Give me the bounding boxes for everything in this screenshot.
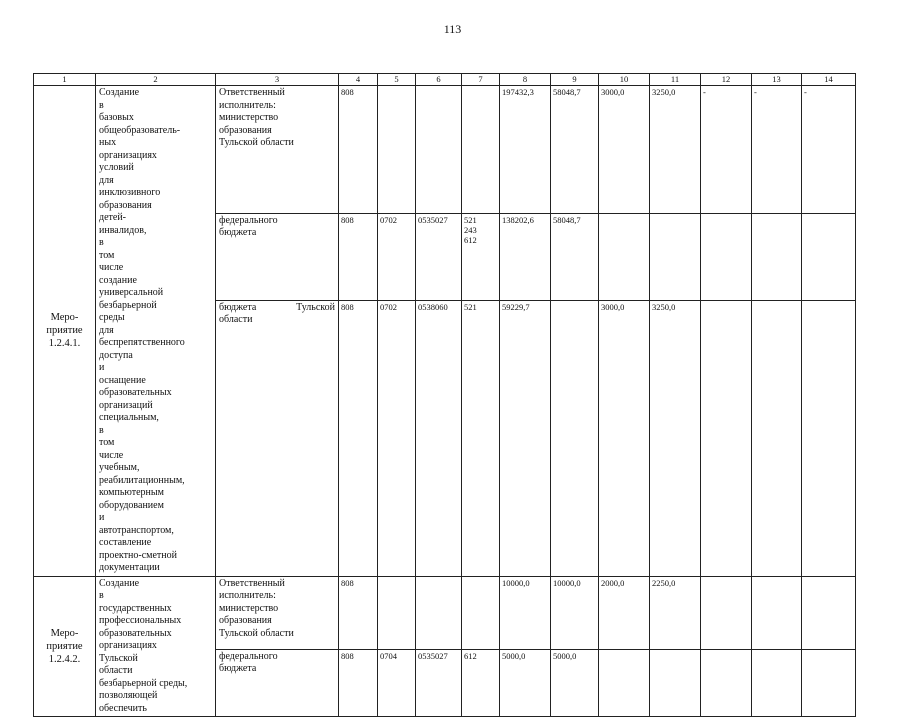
executor-line: Тульской области [219, 627, 294, 639]
event-description-cell [96, 576, 216, 717]
cell-col9 [551, 300, 599, 576]
cell-col6: 0535027 [416, 649, 462, 716]
cell-col7 [462, 576, 500, 649]
event-number-line: Меро- [50, 627, 79, 639]
description-line: реабилитационным, [99, 474, 185, 486]
description-line: Тульской области [99, 652, 138, 676]
col-header-8: 8 [500, 74, 551, 86]
cell-col13 [752, 213, 802, 300]
cell-col8: 5000,0 [500, 649, 551, 716]
description-line: оборудованием и [99, 499, 164, 523]
cell-col4: 808 [339, 649, 378, 716]
description-line: ных организациях [99, 137, 157, 161]
col-header-6: 6 [416, 74, 462, 86]
col-header-12: 12 [701, 74, 752, 86]
col-header-3: 3 [216, 74, 339, 86]
cell-col12 [701, 576, 752, 649]
col-header-13: 13 [752, 74, 802, 86]
cell-col10 [599, 649, 650, 716]
cell-col11 [650, 649, 701, 716]
cell-col12 [701, 213, 752, 300]
description-line: компьютерным [99, 487, 164, 498]
cell-col10: 2000,0 [599, 576, 650, 649]
cell-col7: 521 243 612 [462, 213, 500, 300]
description-line: числе учебным, [99, 449, 140, 473]
description-line: безбарьерной среды [99, 299, 157, 323]
description-line: образования детей- [99, 199, 152, 223]
col-header-11: 11 [650, 74, 701, 86]
executor-cell [216, 86, 339, 214]
description-line: числе создание [99, 262, 137, 286]
executor-line: бюджета [219, 227, 257, 239]
event-number-line: Меро- [50, 312, 79, 324]
executor-line: исполнитель: [219, 590, 276, 601]
description-line: инклюзивного [99, 187, 161, 198]
event-description-cell [96, 86, 216, 577]
executor-line: министерство [219, 112, 279, 123]
col-header-4: 4 [339, 74, 378, 86]
executor-cell [216, 300, 339, 576]
page-number: 113 [443, 22, 462, 36]
description-line: обеспечить [99, 702, 147, 714]
cell-col13: - [752, 86, 802, 214]
executor-line: образования [219, 615, 272, 626]
executor-line: области [219, 314, 253, 326]
description-line: универсальной [99, 287, 164, 298]
cell-col14 [802, 300, 856, 576]
cell-col8: 10000,0 [500, 576, 551, 649]
executor-line: бюджета Тульской [219, 301, 335, 313]
cell-col10 [599, 213, 650, 300]
description-line: образовательных [99, 387, 172, 398]
cell-col9: 58048,7 [551, 86, 599, 214]
event-number-line: приятие [46, 325, 83, 337]
event-number-line: приятие [46, 640, 83, 652]
column-number-row [34, 74, 856, 86]
executor-line: министерство [219, 602, 279, 614]
cell-col4: 808 [339, 86, 378, 214]
cell-col4: 808 [339, 213, 378, 300]
cell-col8: 197432,3 [500, 86, 551, 214]
cell-col13 [752, 649, 802, 716]
cell-col9: 5000,0 [551, 649, 599, 716]
cell-col6: 0535027 [416, 213, 462, 300]
cell-col10: 3000,0 [599, 300, 650, 576]
description-line: позволяющей [99, 690, 158, 701]
cell-col6 [416, 576, 462, 649]
cell-col6: 0538060 [416, 300, 462, 576]
cell-col5: 0702 [378, 213, 416, 300]
col-header-5: 5 [378, 74, 416, 86]
executor-line: исполнитель: [219, 99, 276, 111]
col-header-9: 9 [551, 74, 599, 86]
executor-line: Тульской области [219, 137, 294, 148]
cell-col8: 59229,7 [500, 300, 551, 576]
col-header-10: 10 [599, 74, 650, 86]
cell-col6 [416, 86, 462, 214]
description-line: специальным, в том [99, 412, 159, 448]
description-line: инвалидов, в том [99, 224, 147, 261]
cell-col9: 58048,7 [551, 213, 599, 300]
description-line: Создание в базовых [99, 87, 140, 123]
cell-col12 [701, 649, 752, 716]
cell-col11 [650, 213, 701, 300]
event-number-line: 1.2.4.2. [48, 653, 81, 665]
cell-col11: 3250,0 [650, 86, 701, 214]
cell-col7 [462, 86, 500, 214]
cell-col13 [752, 576, 802, 649]
description-line: государственных [99, 602, 172, 614]
executor-line: федерального [219, 650, 278, 662]
cell-col9: 10000,0 [551, 576, 599, 649]
description-line: профессиональных [99, 615, 182, 626]
cell-col11: 2250,0 [650, 576, 701, 649]
executor-cell [216, 576, 339, 649]
executor-line: бюджета [219, 663, 257, 675]
description-line: автотранспортом, [99, 524, 174, 536]
col-header-2: 2 [96, 74, 216, 86]
cell-col7: 521 [462, 300, 500, 576]
executor-line: Ответственный [219, 577, 285, 589]
cell-col8: 138202,6 [500, 213, 551, 300]
table-row [34, 86, 856, 214]
cell-col7: 612 [462, 649, 500, 716]
description-line: для [99, 324, 114, 336]
description-line: беспрепятственного [99, 337, 185, 348]
description-line: образовательных [99, 627, 172, 639]
cell-col10: 3000,0 [599, 86, 650, 214]
cell-col5 [378, 576, 416, 649]
cell-col5: 0702 [378, 300, 416, 576]
cell-col12: - [701, 86, 752, 214]
col-header-7: 7 [462, 74, 500, 86]
description-line: проектно-сметной [99, 549, 177, 561]
cell-col11: 3250,0 [650, 300, 701, 576]
cell-col4: 808 [339, 300, 378, 576]
executor-cell [216, 649, 339, 716]
event-number-cell [34, 576, 96, 717]
description-line: условий для [99, 162, 134, 186]
executor-cell [216, 213, 339, 300]
cell-col13 [752, 300, 802, 576]
description-line: организаций [99, 399, 153, 411]
description-line: составление [99, 537, 152, 548]
cell-col12 [701, 300, 752, 576]
description-line: Создание в [99, 577, 140, 601]
program-table [33, 73, 856, 717]
description-line: общеобразователь- [99, 124, 181, 136]
description-line: безбарьерной среды, [99, 677, 188, 689]
cell-col14 [802, 576, 856, 649]
description-line: доступа и оснащение [99, 349, 146, 386]
executor-line: образования [219, 124, 272, 136]
cell-col5 [378, 86, 416, 214]
executor-line: Ответственный [219, 87, 285, 98]
col-header-1: 1 [34, 74, 96, 86]
event-number-cell [34, 86, 96, 577]
cell-col4: 808 [339, 576, 378, 649]
description-line: документации [99, 562, 160, 573]
cell-col14: - [802, 86, 856, 214]
col-header-14: 14 [802, 74, 856, 86]
event-number-line: 1.2.4.1. [48, 338, 81, 350]
cell-col5: 0704 [378, 649, 416, 716]
cell-col14 [802, 649, 856, 716]
table-row [34, 576, 856, 649]
cell-col14 [802, 213, 856, 300]
executor-line: федерального [219, 214, 278, 226]
description-line: организациях [99, 640, 157, 651]
